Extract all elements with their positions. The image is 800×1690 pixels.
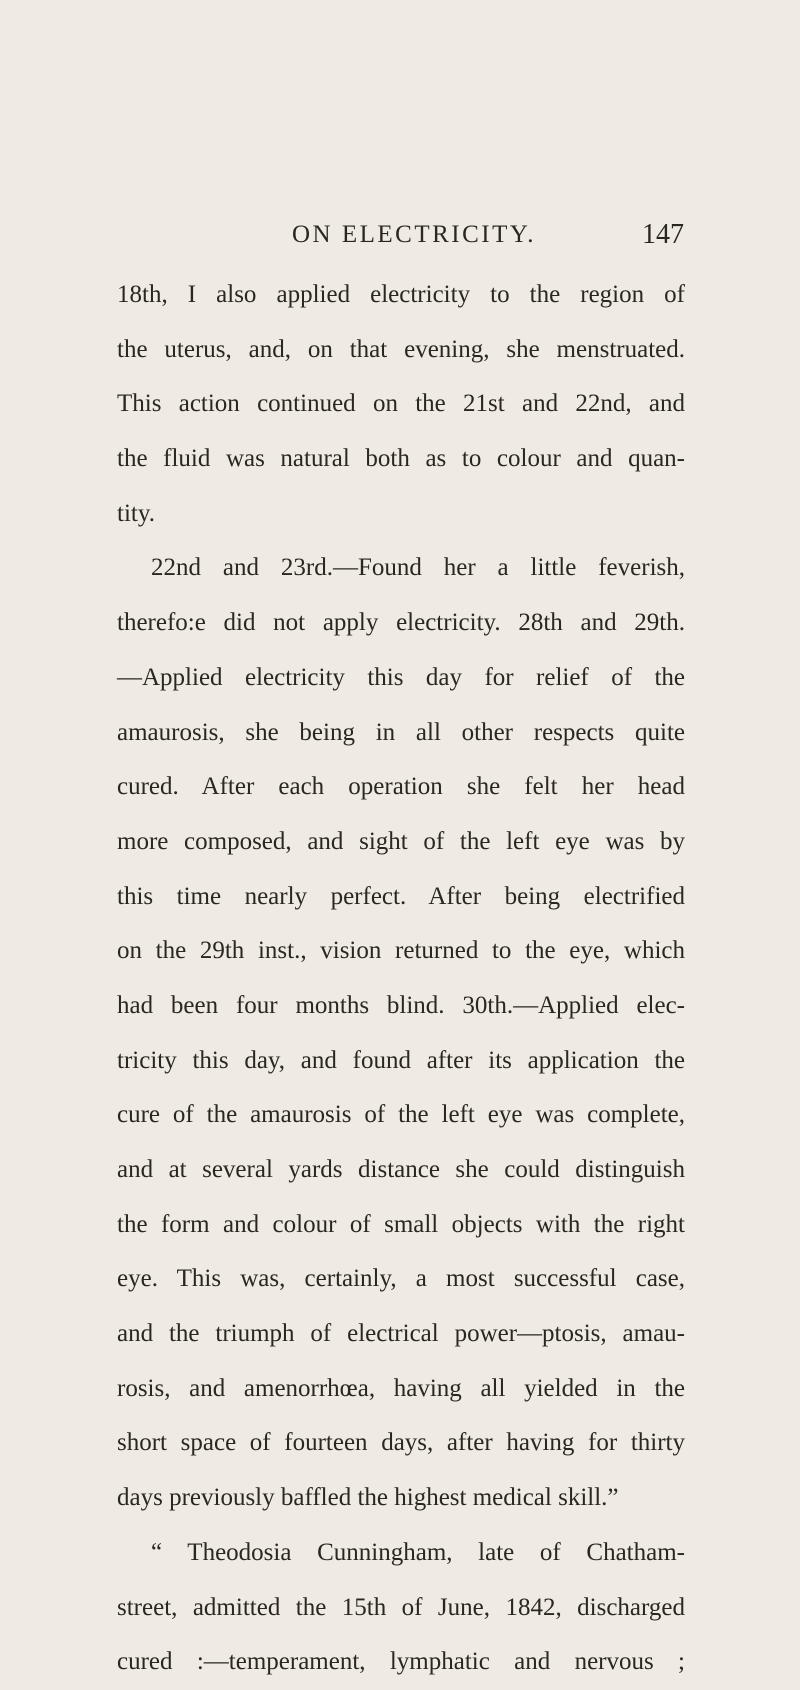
- text-line: 22nd and 23rd.—Found her a little feverish,: [151, 554, 685, 582]
- page-number: 147: [642, 219, 684, 250]
- page-header: [244, 217, 684, 253]
- text-line: eye. This was, certainly, a most successful case,: [117, 1265, 685, 1293]
- text-line: street, admitted the 15th of June, 1842, discharged: [117, 1593, 685, 1621]
- text-line: days previously baffled the highest medical skill.”: [117, 1484, 619, 1512]
- text-line: cured. After each operation she felt her head: [117, 773, 685, 801]
- text-line: rosis, and amenorrhœa, having all yielded in the: [117, 1374, 685, 1402]
- text-line: cured :—temperament, lymphatic and nervous ;: [117, 1648, 685, 1676]
- text-line: the fluid was natural both as to colour and quan-: [117, 445, 685, 473]
- text-line: the form and colour of small objects with the right: [117, 1210, 685, 1238]
- text-line: tricity this day, and found after its application the: [117, 1046, 685, 1074]
- text-line: 18th, I also applied electricity to the region of: [117, 281, 685, 308]
- text-line: “ Theodosia Cunningham, late of Chatham-: [151, 1538, 685, 1566]
- text-line: more composed, and sight of the left eye was by: [117, 827, 685, 855]
- text-line: and the triumph of electrical power—ptosis, amau-: [117, 1320, 685, 1348]
- running-head: ON ELECTRICITY.: [292, 221, 536, 248]
- text-line: had been four months blind. 30th.—Applied elec-: [117, 991, 685, 1019]
- text-line: the uterus, and, on that evening, she menstruated.: [117, 335, 685, 363]
- text-line: amaurosis, she being in all other respects quite: [117, 718, 685, 746]
- text-line: on the 29th inst., vision returned to the eye, which: [117, 937, 685, 965]
- text-line: short space of fourteen days, after having for thirty: [117, 1429, 685, 1457]
- text-line: This action continued on the 21st and 22nd, and: [117, 390, 685, 418]
- text-line: tity.: [117, 499, 155, 527]
- body-text: [117, 268, 685, 1690]
- text-line: and at several yards distance she could distinguish: [117, 1156, 685, 1183]
- text-line: —Applied electricity this day for relief of the: [117, 663, 685, 691]
- text-line: therefo:e did not apply electricity. 28th and 29th.: [117, 609, 685, 637]
- text-line: this time nearly perfect. After being electrified: [117, 882, 685, 910]
- text-line: cure of the amaurosis of the left eye was complete,: [117, 1101, 685, 1129]
